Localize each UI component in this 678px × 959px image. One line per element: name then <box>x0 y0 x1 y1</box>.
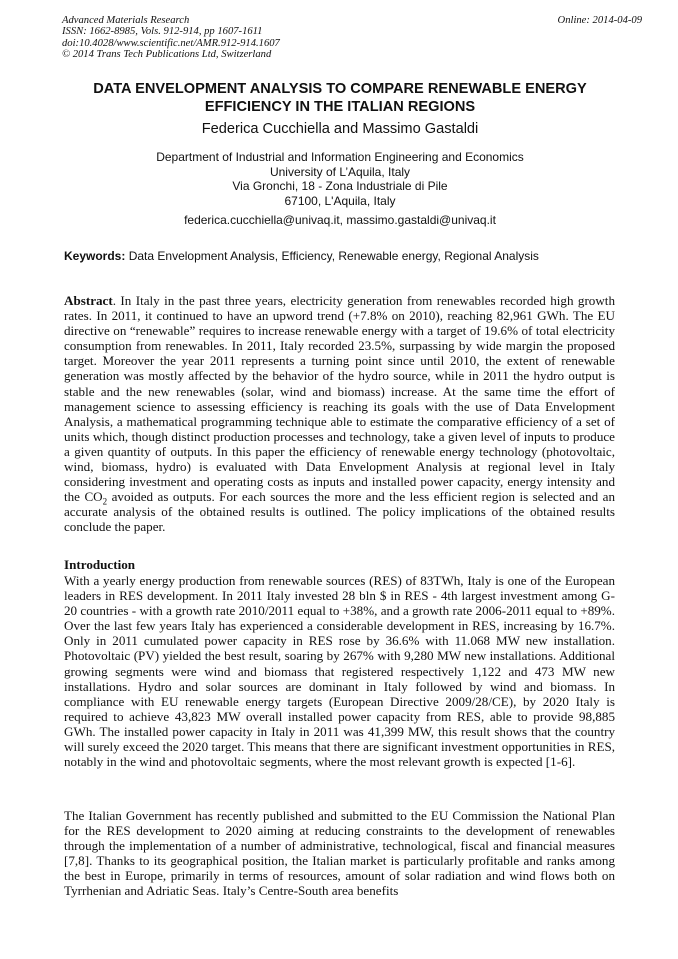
affiliation-line: University of L’Aquila, Italy <box>269 164 411 179</box>
introduction-heading: Introduction <box>64 557 136 572</box>
doi-line: doi:10.4028/www.scientific.net/AMR.912-914.1607 <box>62 37 280 49</box>
abstract <box>64 293 615 535</box>
keywords <box>64 249 539 263</box>
introduction-paragraph-1: With a yearly energy production from renewable sources (RES) of 83TWh, Italy is one of the European leaders in RES development. In 2011 Italy invested 28 bln $ in RES - 4th largest investment among G-20 countries - with a growth rate 2010/2011 equal to +38%, and a growth rate 2006-2011 equal to +89%. Over the last few years Italy has experienced a considerable development in RES, increasing by 16.7%. Only in 2011 cumulated power capacity in RES rose by 36.6% with 11.068 MW new installation. Photovoltaic (PV) yielded the best result, soaring by 267% with 9,280 MW new installations. Additional growing segments were wind and biomass that registered respectively 1,122 and 473 MW new installations. Hydro and solar sources are dominant in Italy followed by wind and biomass. In compliance with EU renewable energy targets (European Directive 2009/28/CE), by 2020 Italy is required to achieve 43,823 MW overall installed power capacity from RES, able to provide 98,885 GWh. The installed power capacity in Italy in 2011 was 41,399 MW, this result shows that the country will surely exceed the 2020 target. This means that there are significant investment opportunities in RES, notably in the wind and photovoltaic segments, where the most relevant growth is expected [1-6]. <box>64 573 615 770</box>
keywords-text: Data Envelopment Analysis, Efficiency, Renewable energy, Regional Analysis <box>128 249 539 263</box>
journal-header <box>62 15 280 61</box>
introduction-paragraph-2: The Italian Government has recently published and submitted to the EU Commission the National Plan for the RES development to 2020 aiming at reducing constraints to the development of renewables through the implementation of a number of administrative, technological, fiscal and financial measures [7,8]. Thanks to its geographical position, the Italian market is particularly profitable and ranks among the best in Europe, primarily in terms of resources, amount of solar radiation and wind flows both on Tyrrhenian and Adriatic Seas. Italy’s Centre-South area benefits <box>64 808 615 899</box>
paper-title <box>50 80 630 116</box>
authors: Federica Cucchiella and Massimo Gastaldi <box>201 121 479 137</box>
co2-subscript: 2 <box>102 496 108 507</box>
copyright-line: © 2014 Trans Tech Publications Ltd, Switzerland <box>62 49 272 61</box>
abstract-text-2: avoided as outputs. For each sources the more and the less efficient region is selected and an accurate analysis of the obtained results is outlined. The policy implications of the obtained results conclude the paper. <box>64 489 615 535</box>
affiliation <box>50 150 630 208</box>
affiliation-line: Via Gronchi, 18 - Zona Industriale di Pile <box>232 179 448 194</box>
affiliation-line: 67100, L'Aquila, Italy <box>284 193 396 208</box>
affiliation-line: Department of Industrial and Information Engineering and Economics <box>156 150 524 164</box>
abstract-text-1: . In Italy in the past three years, electricity generation from renewables recorded high growth rates. In 2011, it continued to have an upword trend (+7.8% on 2010), reaching 82,961 GWh. The EU directive on “renewable” requires to increase renewable energy with a target of 19.6% of total electricity consumption from renewables. In 2011, Italy recorded 23.5%, surpassing by wide margin the proposed target. Moreover the year 2011 represents a turning point since until 2010, the extent of renewable generation was mostly affected by the behavior of the hydro source, while in 2011 the hydro output is stable and the new renewables (solar, wind and biomass) increase. At the same time the effort of management science to assessing efficiency is reaching its goals with the use of Data Envelopment Analysis, a mathematical programming technique able to estimate the comparative efficiency of a set of units which, though distinct production processes and technology, take a given level of inputs to produce a given quantity of outputs. In this paper the efficiency of renewable energy technology (photovoltaic, wind, biomass, hydro) is evaluated with Data Envelopment Analysis at regional level in Italy considering investment and operating costs as inputs and installed power capacity, energy intensity and the CO <box>64 293 615 505</box>
title-line-1: DATA ENVELOPMENT ANALYSIS TO COMPARE RENEWABLE ENERGY <box>93 81 587 97</box>
online-date: Online: 2014-04-09 <box>557 15 642 26</box>
journal-name: Advanced Materials Research <box>62 15 190 26</box>
author-emails: federica.cucchiella@univaq.it, massimo.gastaldi@univaq.it <box>184 213 496 227</box>
issn-line: ISSN: 1662-8985, Vols. 912-914, pp 1607-1611 <box>62 26 263 38</box>
keywords-label: Keywords: <box>64 249 126 263</box>
abstract-label: Abstract <box>64 293 113 308</box>
title-line-2: EFFICIENCY IN THE ITALIAN REGIONS <box>204 99 476 115</box>
